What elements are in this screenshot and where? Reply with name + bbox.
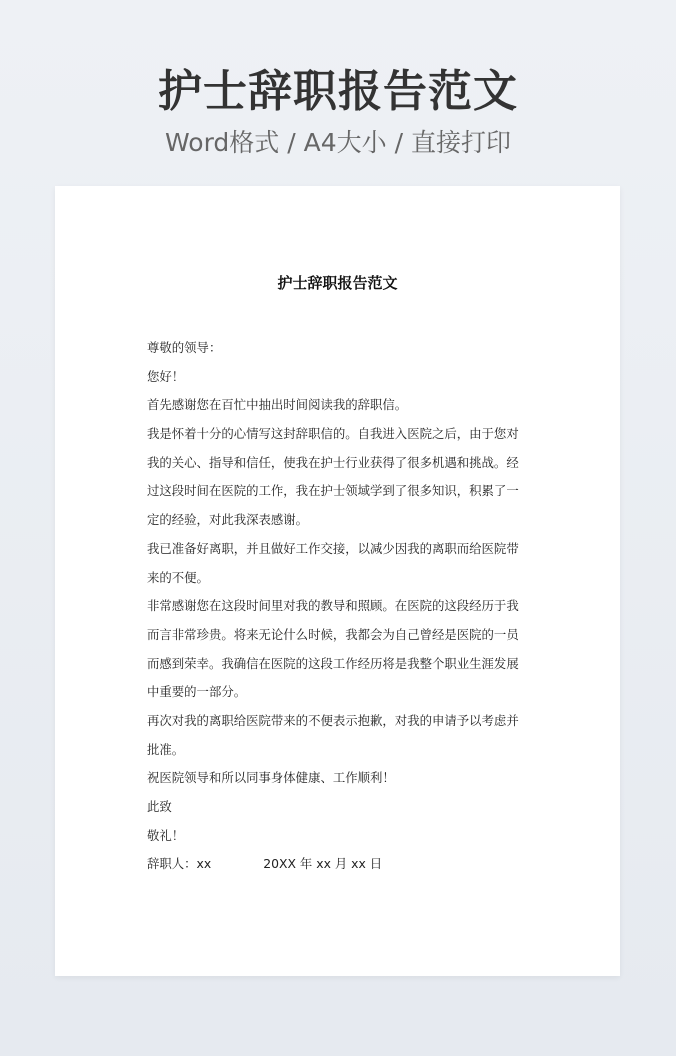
- greeting-line: 您好！: [147, 368, 185, 384]
- document-title: 护士辞职报告范文: [277, 274, 398, 292]
- signature-name: 辞职人：xx: [147, 856, 212, 872]
- document-body: [147, 334, 535, 879]
- body-line: 而言非常珍贵。将来无论什么时候，我都会为自己曾经是医院的一员: [147, 626, 519, 642]
- body-line: 来的不便。: [147, 569, 209, 585]
- body-line: 定的经验，对此我深表感谢。: [147, 512, 309, 528]
- banner-subtitle: Word格式 / A4大小 / 直接打印: [165, 128, 511, 157]
- closing-line: 敬礼！: [147, 827, 185, 843]
- body-line: 首先感谢您在百忙中抽出时间阅读我的辞职信。: [147, 397, 408, 413]
- salutation-line: 尊敬的领导：: [147, 340, 222, 355]
- body-line: 再次对我的离职给医院带来的不便表示抱歉，对我的申请予以考虑并: [147, 712, 519, 728]
- body-line: 过这段时间在医院的工作，我在护士领域学到了很多知识，积累了一: [147, 483, 519, 499]
- banner-header: [0, 62, 676, 160]
- signature-date: 20XX 年 xx 月 xx 日: [263, 856, 383, 872]
- closing-line: 此致: [147, 799, 172, 814]
- body-line: 而感到荣幸。我确信在医院的这段工作经历将是我整个职业生涯发展: [147, 655, 519, 671]
- banner-title: 护士辞职报告范文: [158, 66, 518, 117]
- body-line: 我已准备好离职，并且做好工作交接，以减少因我的离职而给医院带: [147, 540, 519, 556]
- body-line: 我是怀着十分的心情写这封辞职信的。自我进入医院之后，由于您对: [147, 426, 519, 442]
- body-line: 我的关心、指导和信任，使我在护士行业获得了很多机遇和挑战。经: [147, 454, 519, 470]
- body-line: 非常感谢您在这段时间里对我的教导和照顾。在医院的这段经历于我: [147, 598, 519, 614]
- document-page: [55, 186, 620, 976]
- body-line: 中重要的一部分。: [147, 684, 247, 700]
- signature-line: [147, 850, 535, 879]
- body-line: 祝医院领导和所以同事身体健康、工作顺利！: [147, 770, 395, 786]
- body-line: 批准。: [147, 741, 185, 757]
